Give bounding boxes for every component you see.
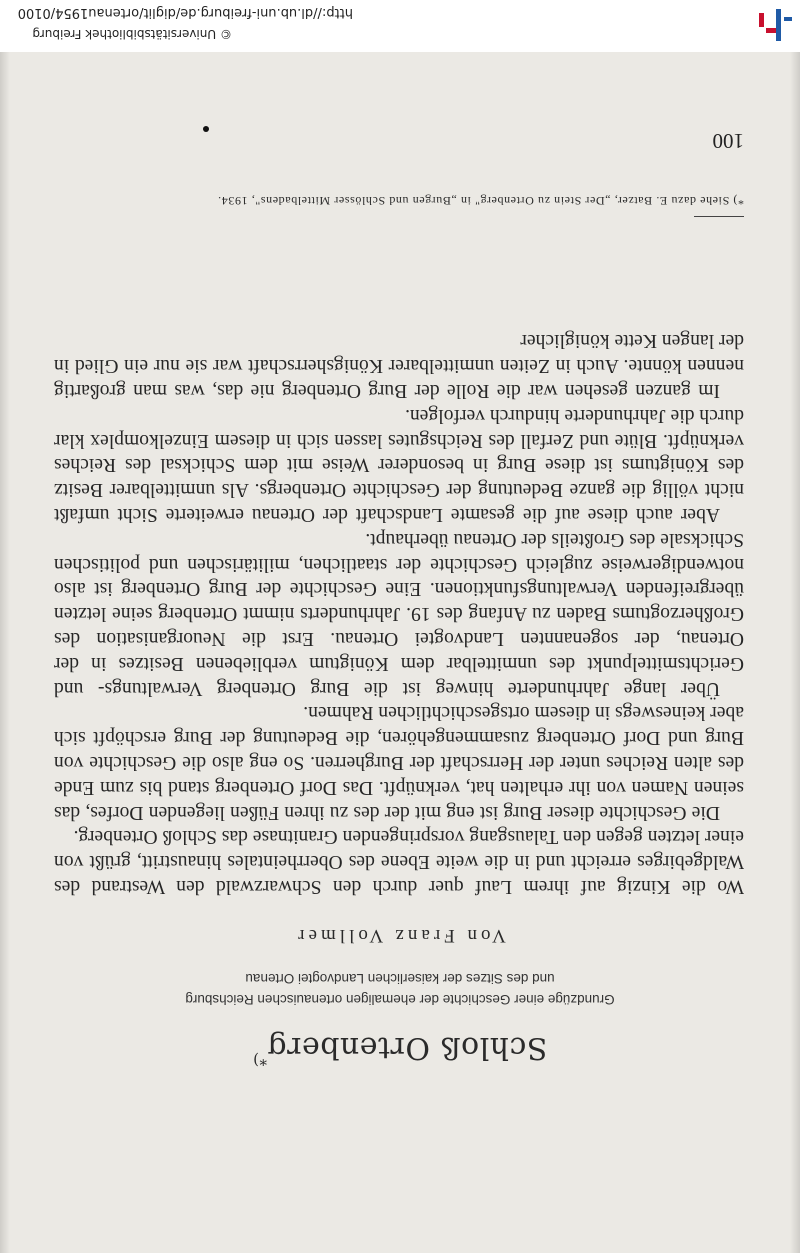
footnote: *) Siehe dazu E. Batzer, „Der Stein zu Ortenberg" in „Burgen und Schlösser Mittelbadens", 1934. — [217, 194, 744, 208]
paragraph-2: Die Geschichte dieser Burg ist eng mit der des zu ihren Füßen liegenden Dorfes, das seinen Namen von ihr erhalten hat, verknüpft. Das Dorf Ortenberg stand bis zum Ende des alten Reiches unter der Herrschaft der Burgherren. So eng also die Geschichte von Burg und Dorf Ortenberg zusammengehören, die Bedeutung der Burg erschöpft sich aber keineswegs in diesem ortsgeschichtlichen Rahmen. — [54, 702, 744, 823]
ink-spot — [203, 126, 209, 132]
page-edge-left — [790, 52, 800, 1253]
paragraph-3: Über lange Jahrhunderte hinweg ist die Burg Ortenberg Verwaltungs- und Gerichtsmittelpunkt des unmittelbar dem Königtum verbliebenen Besitzes in der Ortenau, der sogenannten Landvogtei Ortenau. Erst die Neuorganisation des Großherzogtums Baden zu Anfang des 19. Jahrhunderts nimmt Ortenberg seine letzten übergreifenden Verwaltungsfunktionen. Eine Geschichte der Burg Ortenberg ist also notwendigerweise zugleich Geschichte der staatlichen, militärischen und politischen Schicksale des Großteils der Ortenau überhaupt. — [54, 528, 744, 699]
article-title: Schloß Ortenberg*) — [252, 1030, 548, 1069]
author-line: Von Franz Vollmer — [294, 925, 506, 946]
page-edge-right — [0, 52, 10, 1253]
source-url[interactable]: http://dl.ub.uni-freiburg.de/diglit/ortenau1954/0100 — [17, 5, 353, 20]
footnote-rule — [694, 216, 744, 217]
copyright-notice: © Universitätsbibliothek Freiburg — [32, 27, 232, 41]
subtitle-line-1: Grundzüge einer Geschichte der ehemaligen ortenauischen Reichsburg — [185, 992, 615, 1007]
ub-freiburg-logo-icon — [754, 9, 792, 43]
subtitle-line-2: und des Sitzes der kaiserlichen Landvogtei Ortenau — [245, 971, 555, 986]
title-footnote-mark: *) — [252, 1051, 267, 1069]
page-number: 100 — [712, 129, 744, 153]
paragraph-5: Im ganzen gesehen war die Rolle der Burg Ortenberg nie das, was man großartig nennen könnte. Auch in Zeiten unmittelbarer Königsherrschaft war sie nur ein Glied in der langen Kette königlicher — [54, 330, 744, 402]
paragraph-1: Wo die Kinzig auf ihrem Lauf quer durch den Schwarzwald den Westrand des Waldgebirges erreicht und in die weite Ebene des Oberrheintales hinaustritt, grüßt von einer letzten gegen den Talausgang vorspringenden Granitnase das Schloß Ortenberg. — [54, 826, 744, 897]
paragraph-4: Aber auch diese auf die gesamte Landschaft der Ortenau erweiterte Sicht umfaßt nicht völlig die ganze Bedeutung der Geschichte Ortenbergs. Als unmittelbarer Besitz des Königtums ist diese Burg in besonderer Weise mit dem Schicksal des Reiches verknüpft. Blüte und Zerfall des Reichsgutes lassen sich in diesem Einzelkomplex klar durch die Jahrhunderte hindurch verfolgen. — [54, 404, 744, 526]
body-text — [54, 328, 744, 898]
